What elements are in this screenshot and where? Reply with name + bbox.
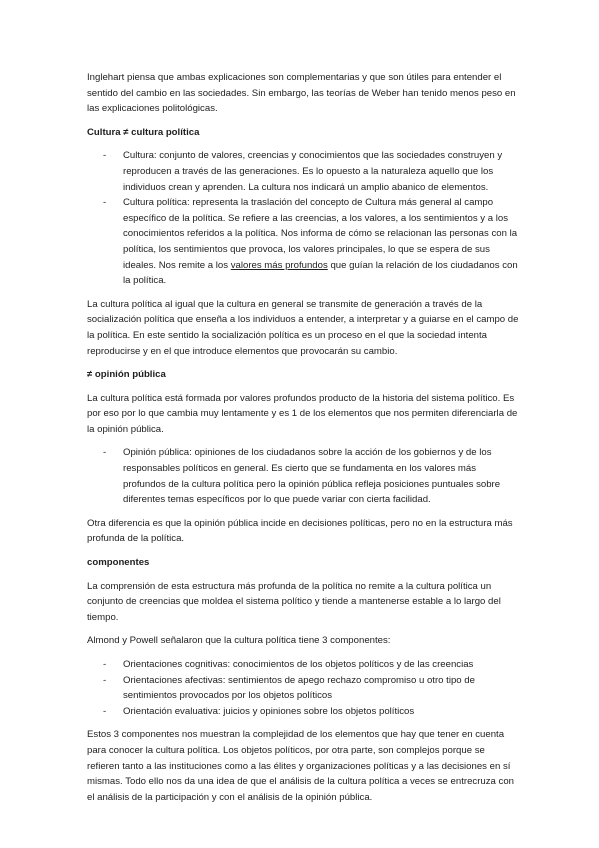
dash-bullet: -: [103, 197, 107, 209]
list-item: [87, 195, 519, 289]
almond-powell-paragraph: Almond y Powell señalaron que la cultura política tiene 3 componentes:: [87, 635, 391, 647]
dash-bullet: -: [103, 659, 107, 670]
list-item-text: Opinión pública: opiniones de los ciudadanos sobre la acción de los gobiernos y de los responsables políticos en general. Es cierto que se fundamenta en los valores más profundos de la cultura política pero la opinión pública refleja posiciones puntuales sobre diferentes temas específicos por lo que puede variar con cierta facilidad.: [123, 447, 501, 506]
list-item-text: Orientación evaluativa: juicios y opiniones sobre los objetos políticos: [123, 705, 415, 717]
underlined-emphasis: valores más profundos: [230, 259, 328, 271]
componentes-list: [87, 657, 519, 719]
list-item-text-tail: que guían la relación de los ciudadanos con la política.: [123, 259, 518, 287]
list-item: [87, 673, 519, 704]
list-item-text: Cultura política: representa la traslación del concepto de Cultura más general al campo específico de la política. Se refiere a las creencias, a los valores, a los sentimientos y a los conocimientos referidos a la política. Nos informa de cómo se relacionan las personas con la política, los sentimientos que provoca, los valores principales, lo que se espera de sus ideales. Nos remite a los: [123, 197, 518, 271]
list-item-text: Orientaciones cognitivas: conocimientos de los objetos políticos y de las creencias: [123, 659, 474, 670]
opinion-definitions-list: [87, 445, 519, 507]
socializacion-paragraph: La cultura política al igual que la cultura en general se transmite de generación a través de la socialización política que enseña a los individuos a entender, a interpretar y a guiarse en el campo de la política. En este sentido la socialización política es un proceso en el que la sociedad intenta reproducirse y en el que introduce elementos que provocarán su cambio.: [87, 298, 519, 357]
conclusion-paragraph: Estos 3 componentes nos muestran la complejidad de los elementos que hay que tener en cuenta para conocer la cultura política. Los objetos políticos, por otra parte, son complejos porque se refieren tanto a las instituciones como a las élites y organizaciones políticas y a las decisiones en sí mismas. Todo ello nos da una idea de que el análisis de la cultura política a veces se entrecruza con el análisis de la participación y con el análisis de la opinión pública.: [87, 729, 514, 803]
list-item-text: Orientaciones afectivas: sentimientos de apego rechazo compromiso u otro tipo de sentimientos provocados por los objetos políticos: [123, 674, 475, 702]
dash-bullet: -: [103, 705, 107, 717]
section-heading-cultura: Cultura ≠ cultura política: [87, 126, 200, 138]
list-item: [87, 445, 519, 507]
dash-bullet: -: [103, 674, 107, 686]
comprension-paragraph: La comprensión de esta estructura más profunda de la política no remite a la cultura política un conjunto de creencias que moldea el sistema político y tiende a mantenerse estable a lo largo del tiempo.: [87, 580, 501, 623]
otra-diferencia-paragraph: Otra diferencia es que la opinión pública incide en decisiones políticas, pero no en la estructura más profunda de la política.: [87, 517, 513, 545]
section-heading-opinion: ≠ opinión pública: [87, 369, 166, 381]
list-item-text: Cultura: conjunto de valores, creencias y conocimientos que las sociedades construyen y reproducen a través de las generaciones. Es lo opuesto a la naturaleza aquello que los individuos crean y aprenden. La cultura nos indicará un amplio abanico de elementos.: [123, 150, 503, 193]
dash-bullet: -: [103, 447, 107, 459]
list-item: [87, 704, 519, 720]
dash-bullet: -: [103, 150, 107, 162]
cultura-definitions-list: [87, 148, 519, 288]
intro-paragraph: Inglehart piensa que ambas explicaciones son complementarias y que son útiles para entender el sentido del cambio en las sociedades. Sin embargo, las teorías de Weber han tenido menos peso en las explicaciones politológicas.: [87, 72, 516, 115]
opinion-intro-paragraph: La cultura política está formada por valores profundos producto de la historia del sistema político. Es por eso por lo que cambia muy lentamente y es 1 de los elementos que nos permiten diferenciarla de la opinión pública.: [87, 392, 518, 435]
list-item: [87, 657, 519, 673]
section-heading-componentes: componentes: [87, 557, 150, 569]
list-item: [87, 148, 519, 195]
